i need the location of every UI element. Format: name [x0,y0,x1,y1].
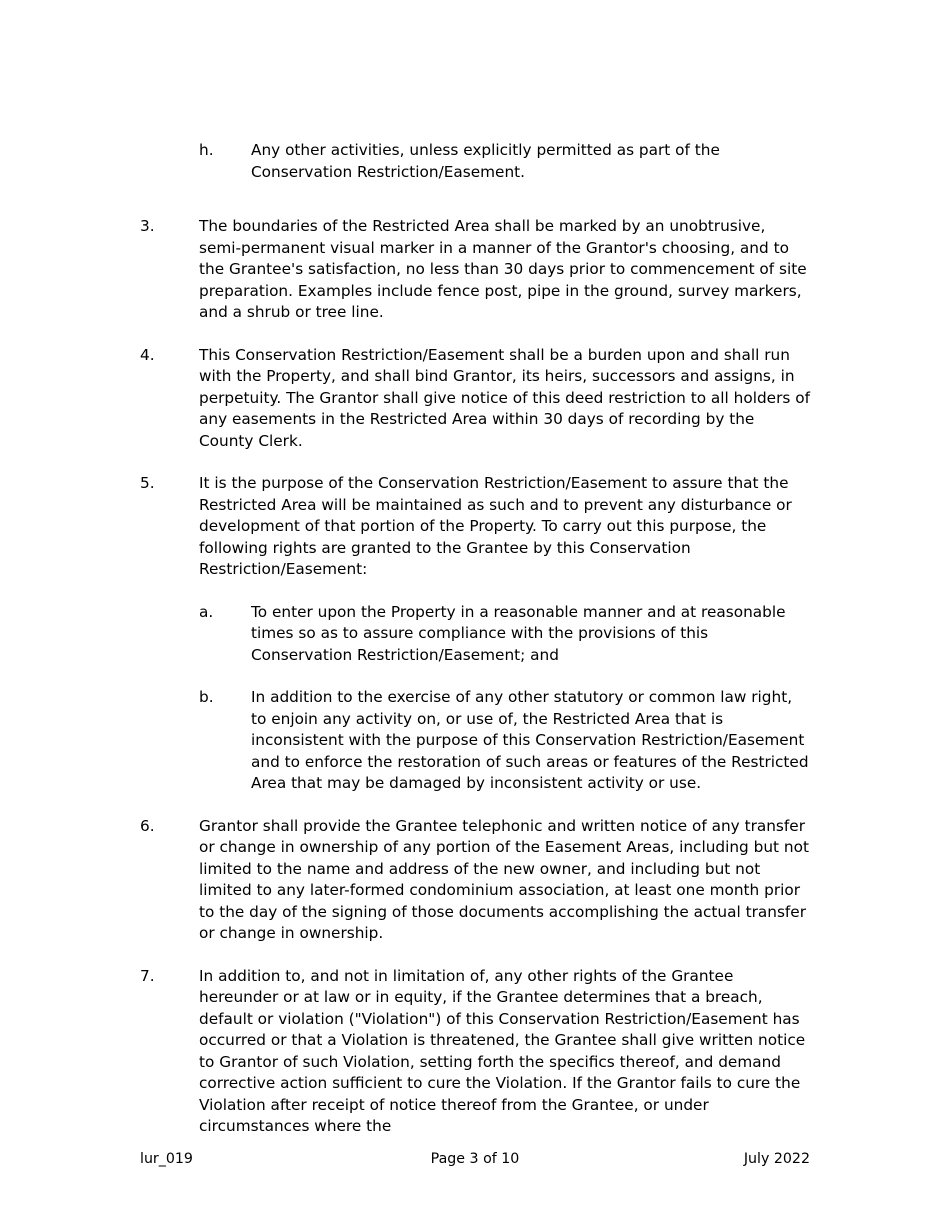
clause-5b [199,687,810,795]
clause-6-number: 6. [140,816,155,835]
spacer [140,204,810,216]
clause-7 [140,966,810,1138]
clause-5b-text: In addition to the exercise of any other statutory or common law right, to enjoin any activity on, or use of, the Restricted Area that is inconsistent with the purpose of this Conservation Restriction/Easement and to enforce the restoration of such areas or features of the Restricted Area that may be damaged by inconsistent activity or use. [251,688,809,792]
clause-6 [140,816,810,945]
clause-4-text: This Conservation Restriction/Easement shall be a burden upon and shall run with the Property, and shall bind Grantor, its heirs, successors and assigns, in perpetuity. The Grantor shall give notice of this deed restriction to all holders of any easements in the Restricted Area within 30 days of recording by the County Clerk. [199,345,810,450]
footer-date: July 2022 [743,1151,810,1167]
clause-4-number: 4. [140,345,155,364]
page-footer [140,1150,810,1168]
footer-document-id: lur_019 [140,1151,193,1167]
clause-5a-text: To enter upon the Property in a reasonable manner and at reasonable times so as to assure compliance with the provisions of this Conservation Restriction/Easement; and [251,602,786,664]
clause-5a [199,602,810,667]
clause-3 [140,216,810,324]
document-body [140,140,810,1138]
clause-7-text: In addition to, and not in limitation of, any other rights of the Grantee hereunder or at law or in equity, if the Grantee determines that a breach, default or violation ("Violation") of this Conservation Restriction/Easement has occurred or that a Violation is threatened, the Grantee shall give written notice to Grantor of such Violation, setting forth the specifics thereof, and demand corrective action sufficient to cure the Violation. If the Grantor fails to cure the Violation after receipt of notice thereof from the Grantee, or under circumstances where the [199,966,806,1135]
clause-5a-number: a. [199,602,214,621]
clause-7-number: 7. [140,966,155,985]
clause-5-text: It is the purpose of the Conservation Restriction/Easement to assure that the Restricted Area will be maintained as such and to prevent any disturbance or development of that portion of the Property. To carry out this purpose, the following rights are granted to the Grantee by this Conservation Restriction/Easement: [199,474,792,578]
clause-5b-number: b. [199,688,214,706]
footer-page-number: Page 3 of 10 [430,1151,520,1167]
clause-h [199,140,810,183]
clause-3-number: 3. [140,217,155,235]
clause-5 [140,473,810,581]
clause-6-text: Grantor shall provide the Grantee telephonic and written notice of any transfer or change in ownership of any portion of the Easement Areas, including but not limited to the name and address of the new owner, and including but not limited to any later-formed condominium association, at least one month prior to the day of the signing of those documents accomplishing the actual transfer or change in ownership. [199,816,809,942]
clause-3-text: The boundaries of the Restricted Area shall be marked by an unobtrusive, semi-permanent visual marker in a manner of the Grantor's choosing, and to the Grantee's satisfaction, no less than 30 days prior to commencement of site preparation. Examples include fence post, pipe in the ground, survey markers, and a shrub or tree line. [199,217,807,321]
clause-5-number: 5. [140,474,155,492]
clause-h-text: Any other activities, unless explicitly permitted as part of the Conservation Restriction/Easement. [251,141,720,181]
clause-4 [140,345,810,453]
clause-h-number: h. [199,141,214,159]
